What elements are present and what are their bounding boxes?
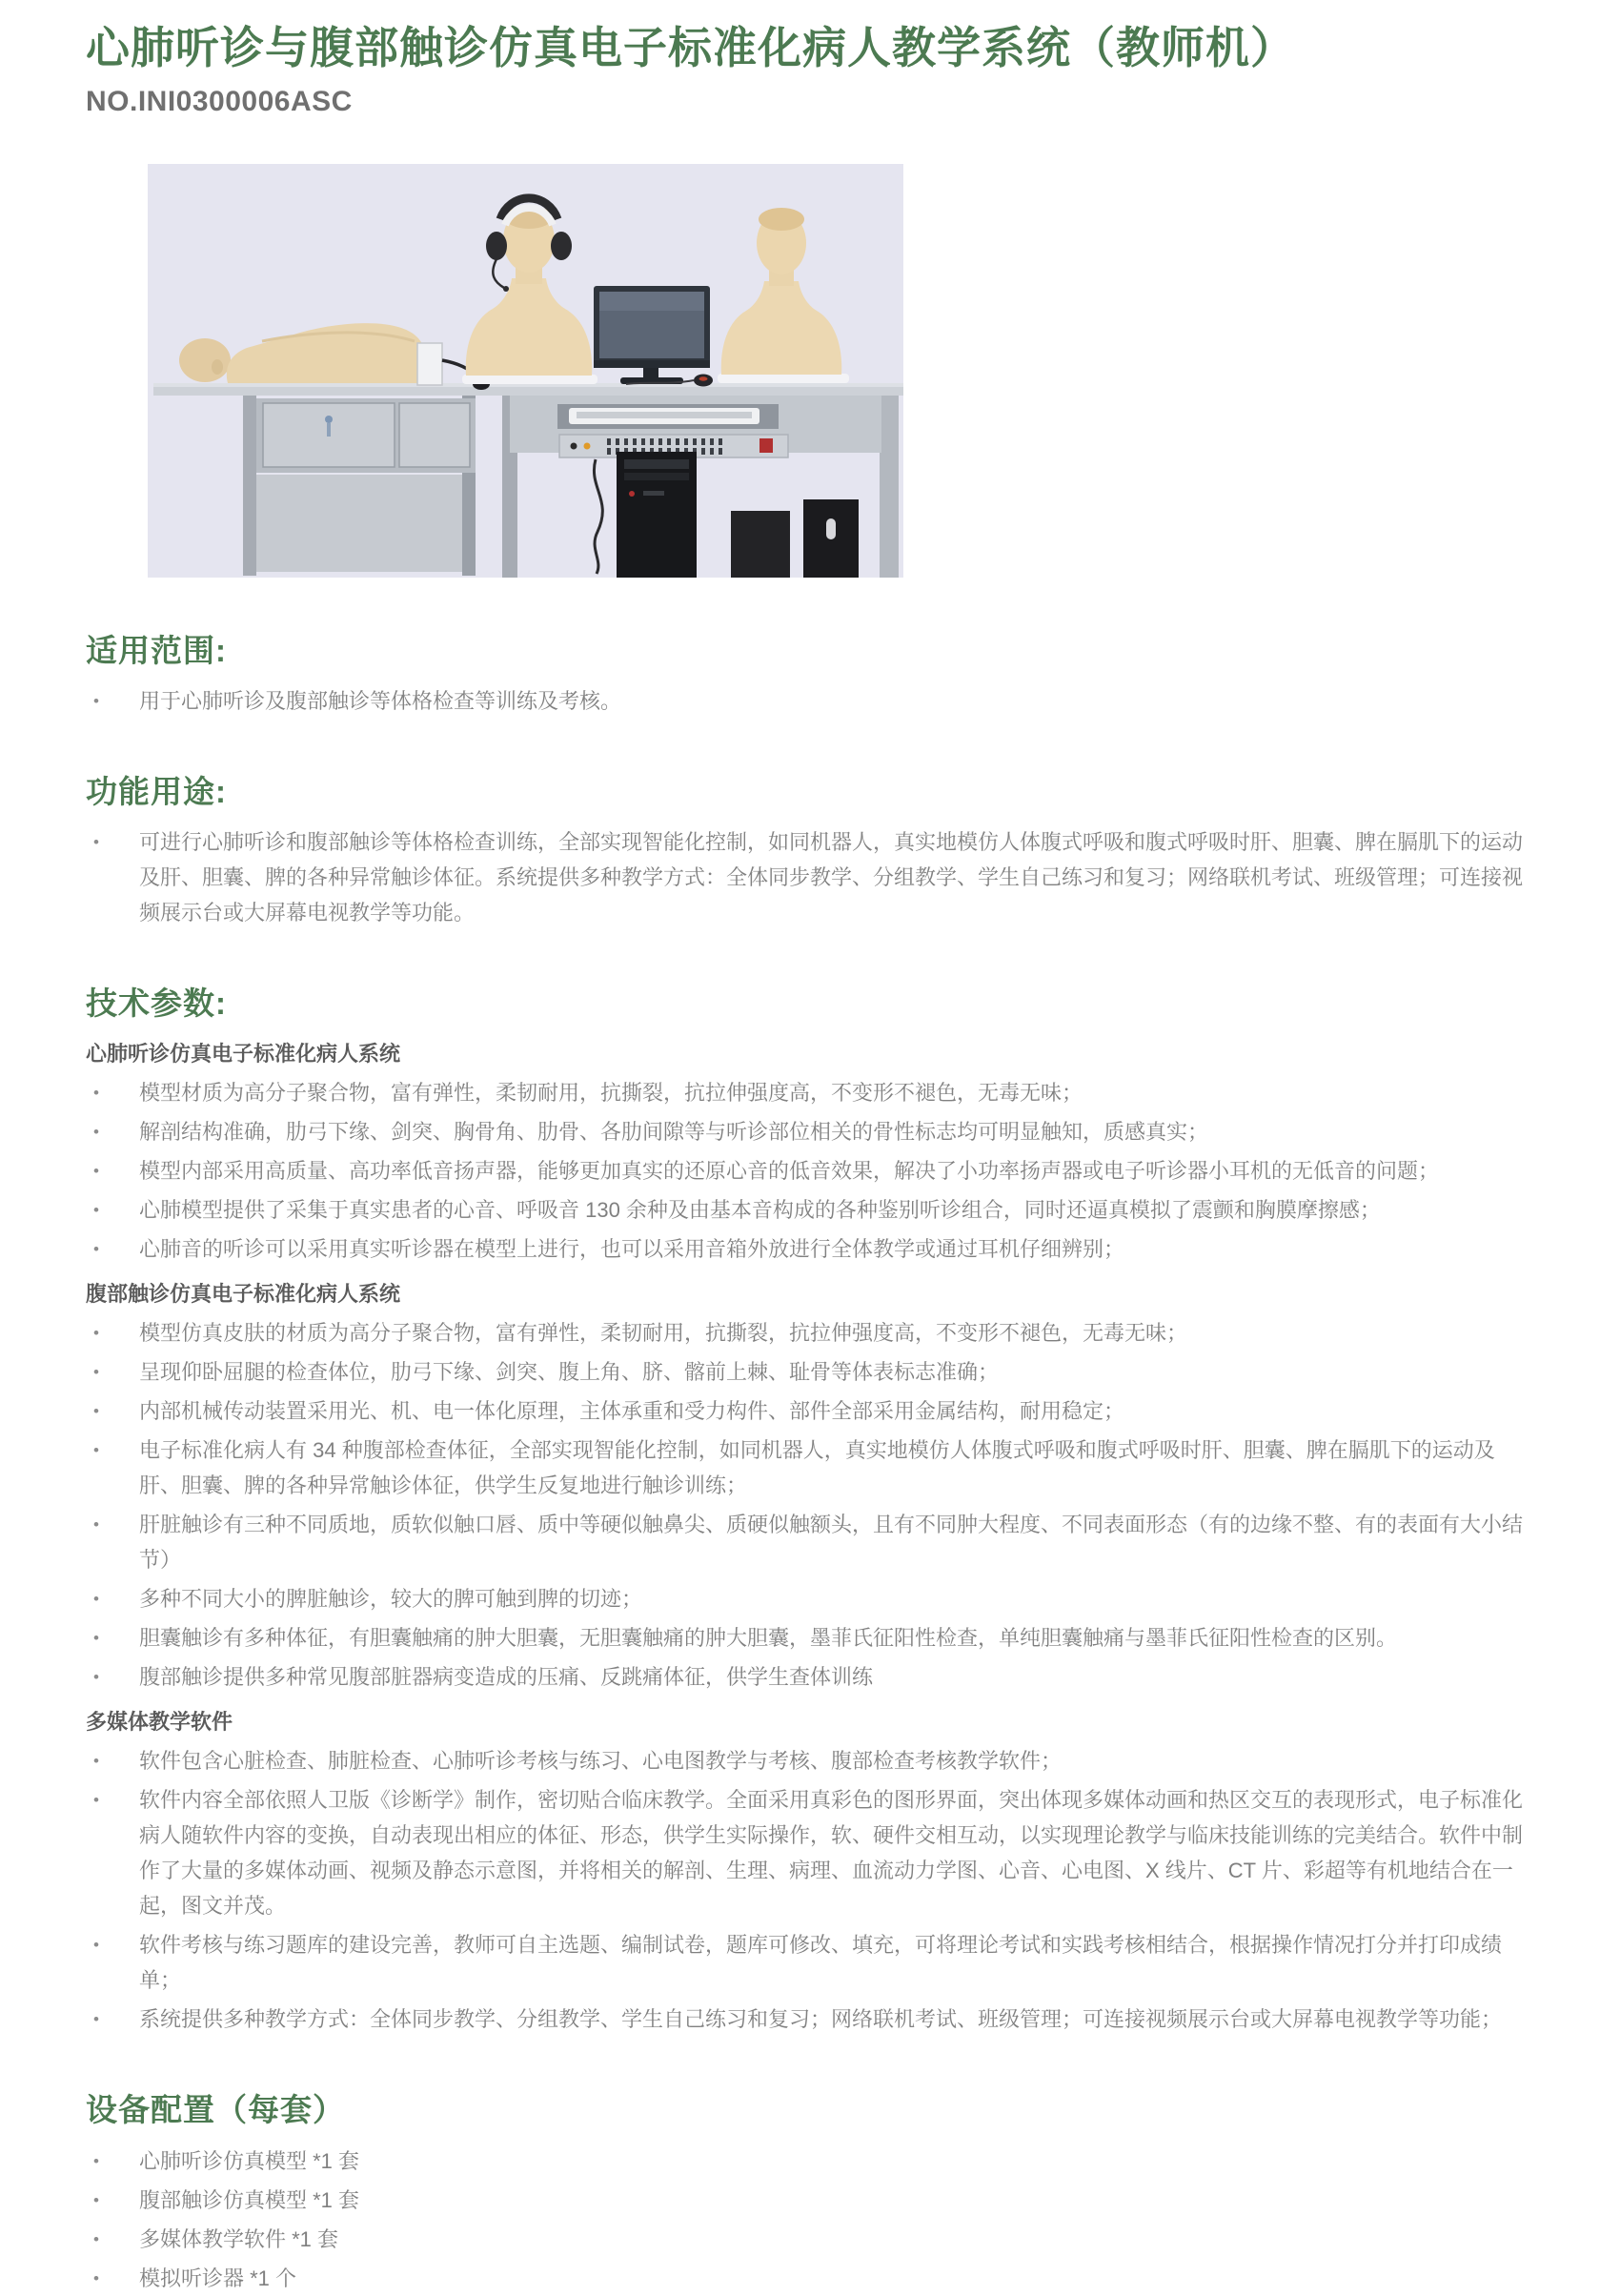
section-subheading: 多媒体教学软件 — [86, 1710, 233, 1735]
bullet-dot: • — [93, 1162, 99, 1181]
drawer-keyhole — [325, 416, 333, 423]
bullet-dot: • — [93, 1240, 99, 1259]
item-text: 模拟听诊器 *1 个 — [139, 2266, 297, 2290]
list-item — [86, 1315, 1534, 1351]
list-item — [86, 2001, 1534, 2037]
bullet-dot: • — [93, 2268, 99, 2287]
section-heading: 设备配置（每套） — [86, 2092, 345, 2128]
list-item — [86, 1659, 1534, 1695]
item-text: 模型材质为高分子聚合物，富有弹性，柔韧耐用，抗撕裂，抗拉伸强度高，不变形不褪色，无毒无味； — [139, 1081, 1083, 1106]
bullet-dot: • — [93, 1363, 99, 1382]
item-text: 解剖结构准确，肋弓下缘、剑突、胸骨角、肋骨、各肋间隙等与听诊部位相关的骨性标志均可明显触知，质感真实； — [139, 1120, 1209, 1145]
pc-tower — [617, 452, 697, 578]
section — [86, 772, 1534, 930]
item-text: 多媒体教学软件 *1 套 — [139, 2226, 339, 2251]
list-item — [86, 824, 1534, 930]
bullet-dot: • — [93, 1441, 99, 1460]
bullet-dot: • — [93, 1590, 99, 1609]
bullet-dot: • — [93, 1936, 99, 1955]
bullet-dot: • — [93, 1324, 99, 1343]
list-item — [86, 1927, 1534, 1998]
bullet-list — [86, 1315, 1534, 1695]
item-text: 腹部触诊仿真模型 *1 套 — [139, 2187, 360, 2212]
page-title: 心肺听诊与腹部触诊仿真电子标准化病人教学系统（教师机） — [86, 23, 1295, 72]
item-text: 胆囊触诊有多种体征，有胆囊触痛的肿大胆囊，无胆囊触痛的肿大胆囊，墨菲氏征阳性检查，单纯胆囊触痛与墨菲氏征阳性检查的区别。 — [139, 1626, 1398, 1651]
section — [86, 984, 1534, 2037]
item-text: 用于心肺听诊及腹部触诊等体格检查等训练及考核。 — [139, 688, 622, 713]
section-subheading: 腹部触诊仿真电子标准化病人系统 — [86, 1282, 401, 1307]
headphone-earcup-left — [486, 232, 507, 260]
item-text: 腹部触诊提供多种常见腹部脏器病变造成的压痛、反跳痛体征，供学生查体训练 — [139, 1665, 874, 1690]
section-subheading: 心肺听诊仿真电子标准化病人系统 — [86, 1042, 401, 1067]
item-text: 呈现仰卧屈腿的检查体位，肋弓下缘、剑突、腹上角、脐、髂前上棘、耻骨等体表标志准确； — [139, 1360, 1000, 1385]
bullet-dot: • — [93, 833, 99, 851]
bullet-dot: • — [93, 1084, 99, 1103]
list-item — [86, 1782, 1534, 1923]
list-item — [86, 1581, 1534, 1616]
list-item — [86, 1192, 1534, 1228]
item-text: 电子标准化病人有 34 种腹部检查体征，全部实现智能化控制，如同机器人，真实地模仿人体腹式呼吸和腹式呼吸时肝、胆囊、脾在膈肌下的运动及肝、胆囊、脾的各种异常触诊体征，供学生反复地进行触诊训练； — [139, 1438, 1495, 1498]
bullet-list — [86, 1743, 1534, 2037]
bullet-dot: • — [93, 2190, 99, 2209]
list-item — [86, 1354, 1534, 1390]
list-item — [86, 2261, 1534, 2296]
list-item — [86, 2183, 1534, 2218]
item-text: 软件内容全部依照人卫版《诊断学》制作，密切贴合临床教学。全面采用真彩色的图形界面，突出体现多媒体动画和热区交互的表现形式，电子标准化病人随软件内容的变换，自动表现出相应的体征、形态，供学生实际操作，软、硬件交相互动，以实现理论教学与临床技能训练的完美结合。软件中制作了大量的多媒体动画、视频及静态示意图，并将相关的解剖、生理、病理、血流动力学图、心音、心电图、X 线片、CT 片、彩超等有机地结合在一起，图文并茂。 — [139, 1788, 1524, 1919]
list-item — [86, 1393, 1534, 1429]
item-text: 系统提供多种教学方式：全体同步教学、分组教学、学生自己练习和复习；网络联机考试、班级管理；可连接视频展示台或大屏幕电视教学等功能； — [139, 2007, 1503, 2032]
bullet-dot: • — [93, 2010, 99, 2029]
bullet-dot: • — [93, 1752, 99, 1771]
product-photo — [148, 164, 903, 578]
bullet-dot: • — [93, 1791, 99, 1810]
power-switch — [759, 438, 773, 453]
item-text: 多种不同大小的脾脏触诊，较大的脾可触到脾的切迹； — [139, 1587, 643, 1612]
product-code: NO.INI0300006ASC — [86, 85, 353, 117]
list-item — [86, 2222, 1534, 2257]
item-text: 可进行心肺听诊和腹部触诊等体格检查训练，全部实现智能化控制，如同机器人，真实地模仿人体腹式呼吸和腹式呼吸时肝、胆囊、脾在膈肌下的运动及肝、胆囊、脾的各种异常触诊体征。系统提供多种教学方式：全体同步教学、分组教学、学生自己练习和复习；网络联机考试、班级管理；可连接视频展示台或大屏幕电视教学等功能。 — [139, 830, 1524, 924]
bullet-dot: • — [93, 1201, 99, 1220]
list-item — [86, 1114, 1534, 1149]
bullet-dot: • — [93, 2229, 99, 2248]
item-text: 内部机械传动装置采用光、机、电一体化原理，主体承重和受力构件、部件全部采用金属结构，耐用稳定； — [139, 1399, 1125, 1424]
bullet-dot: • — [93, 2151, 99, 2170]
bullet-dot: • — [93, 1123, 99, 1142]
bullet-list — [86, 824, 1534, 930]
bullet-dot: • — [93, 1402, 99, 1421]
section-heading: 适用范围: — [86, 632, 227, 668]
item-text: 心肺模型提供了采集于真实患者的心音、呼吸音 130 余种及由基本音构成的各种鉴别听诊组合，同时还逼真模拟了震颤和胸膜摩擦感； — [139, 1198, 1381, 1223]
list-item — [86, 1231, 1534, 1267]
list-item — [86, 1432, 1534, 1503]
product-photo-illustration — [148, 164, 903, 578]
item-text: 模型内部采用高质量、高功率低音扬声器，能够更加真实的还原心音的低音效果，解决了小功率扬声器或电子听诊器小耳机的无低音的问题； — [139, 1159, 1440, 1184]
list-item — [86, 2144, 1534, 2179]
bullet-dot: • — [93, 1668, 99, 1687]
list-item — [86, 1743, 1534, 1778]
list-item — [86, 1507, 1534, 1577]
bullet-dot: • — [93, 691, 99, 710]
bullet-list — [86, 1075, 1534, 1267]
item-text: 肝脏触诊有三种不同质地，质软似触口唇、质中等硬似触鼻尖、质硬似触额头，且有不同肿大程度、不同表面形态（有的边缘不整、有的表面有大小结节） — [139, 1513, 1524, 1573]
item-text: 软件包含心脏检查、肺脏检查、心肺听诊考核与练习、心电图教学与考核、腹部检查考核教学软件； — [139, 1749, 1063, 1774]
item-text: 模型仿真皮肤的材质为高分子聚合物，富有弹性，柔韧耐用，抗撕裂，抗拉伸强度高，不变形不褪色，无毒无味； — [139, 1321, 1188, 1346]
list-item — [86, 1620, 1534, 1656]
section-heading: 功能用途: — [86, 773, 227, 809]
sections — [86, 631, 1534, 2296]
item-text: 软件考核与练习题库的建设完善，教师可自主选题、编制试卷，题库可修改、填充，可将理论考试和实践考核相结合，根据操作情况打分并打印成绩单； — [139, 1933, 1503, 1993]
item-text: 心肺音的听诊可以采用真实听诊器在模型上进行，也可以采用音箱外放进行全体教学或通过耳机仔细辨别； — [139, 1237, 1125, 1262]
bullet-dot: • — [93, 1515, 99, 1534]
section — [86, 631, 1534, 719]
bullet-dot: • — [93, 1629, 99, 1648]
item-text: 心肺听诊仿真模型 *1 套 — [139, 2148, 360, 2173]
bullet-list — [86, 683, 1534, 719]
headphone-earcup-right — [551, 232, 572, 260]
bullet-list — [86, 2144, 1534, 2296]
list-item — [86, 683, 1534, 719]
list-item — [86, 1153, 1534, 1189]
manikin-control-box — [417, 343, 442, 385]
section-heading: 技术参数: — [86, 985, 227, 1021]
section — [86, 2090, 1534, 2295]
list-item — [86, 1075, 1534, 1110]
